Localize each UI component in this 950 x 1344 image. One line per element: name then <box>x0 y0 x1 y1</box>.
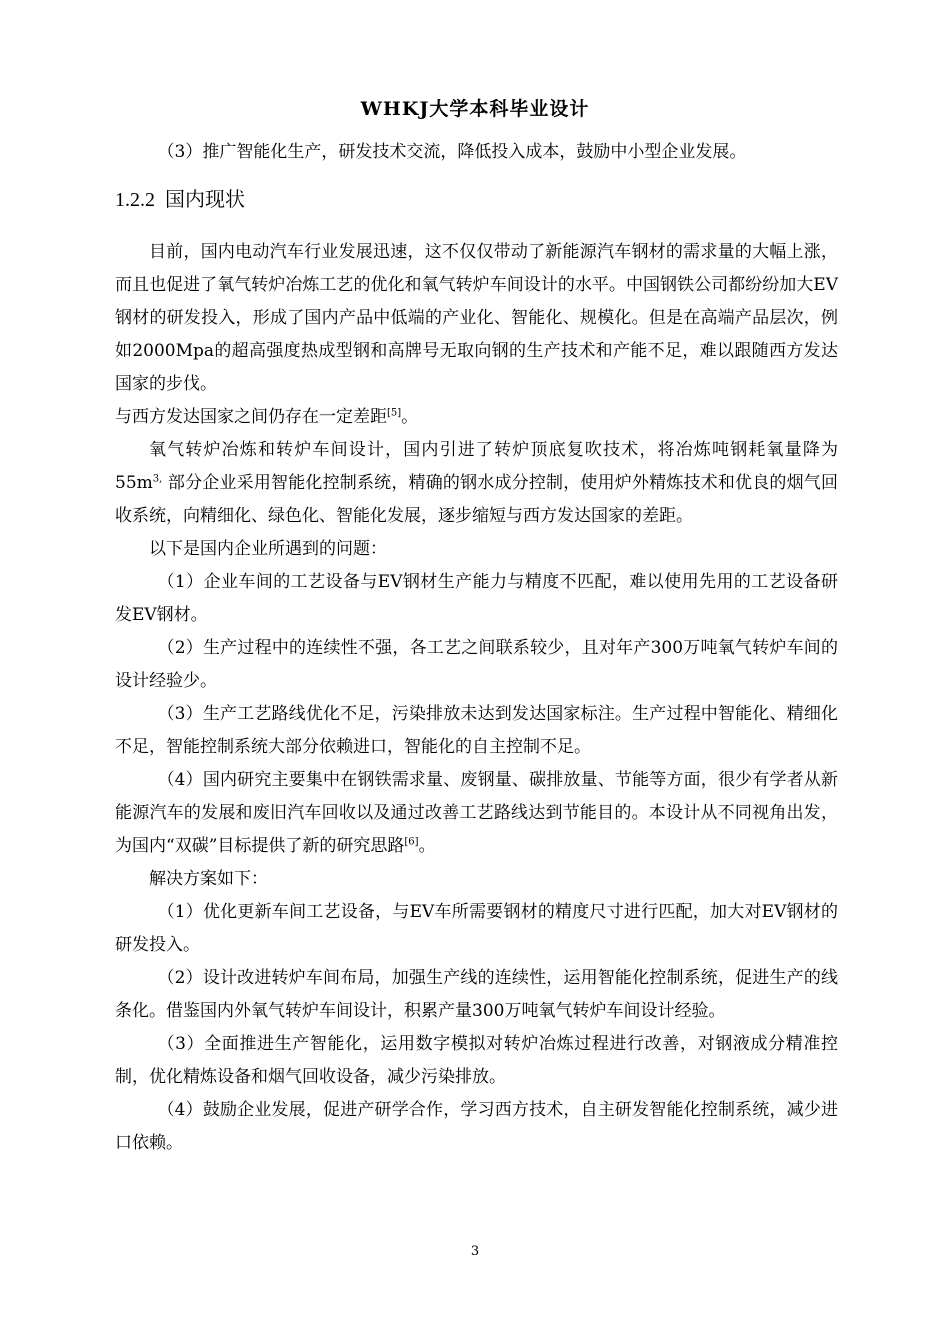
list-item: （1）优化更新车间工艺设备，与EV车所需要钢材的精度尺寸进行匹配，加大对EV钢材的研发投入。 <box>115 902 838 955</box>
citation-ref: [6] <box>404 836 419 848</box>
paragraph-end: 。 <box>418 836 436 856</box>
paragraph: 目前，国内电动汽车行业发展迅速，这不仅仅带动了新能源汽车钢材的需求量的大幅上涨，而且也促进了氧气转炉冶炼工艺的优化和氧气转炉车间设计的水平。中国钢铁公司都纷纷加大EV钢材的研发投入，形成了国内产品中低端的产业化、智能化、规模化。但是在高端产品层次，例如2000Mpa的超高强度热成型钢和高牌号无取向钢的生产技术和产能不足，难以跟随西方发达国家的步伐。 <box>115 242 838 394</box>
paragraph: 解决方案如下： <box>149 869 268 889</box>
paragraph <box>115 434 838 533</box>
list-item: （2）设计改进转炉车间布局，加强生产线的连续性，运用智能化控制系统，促进生产的线条化。借鉴国内外氧气转炉车间设计，积累产量300万吨氧气转炉车间设计经验。 <box>115 968 838 1021</box>
page-number: 3 <box>470 1244 480 1259</box>
paragraph-text: 部分企业采用智能化控制系统，精确的钢水成分控制，使用炉外精炼技术和优良的烟气回收系统，向精细化、绿色化、智能化发展，逐步缩短与西方发达国家的差距。 <box>115 473 838 526</box>
list-item: （1）企业车间的工艺设备与EV钢材生产能力与精度不匹配，难以使用先用的工艺设备研发EV钢材。 <box>115 572 838 625</box>
citation-ref: [5] <box>387 407 402 419</box>
paragraph-end: 。 <box>401 407 419 427</box>
list-item <box>115 764 838 863</box>
paragraph-text: （4）国内研究主要集中在钢铁需求量、废钢量、碳排放量、节能等方面，很少有学者从新能源汽车的发展和废旧汽车回收以及通过改善工艺路线达到节能目的。本设计从不同视角出发，为国内“双碳”目标提供了新的研究思路 <box>115 770 838 856</box>
section-title: 国内现状 <box>165 187 245 211</box>
paragraph-item: （3）推广智能化生产，研发技术交流，降低投入成本，鼓励中小型企业发展。 <box>157 142 747 162</box>
list-item: （4）鼓励企业发展，促进产研学合作，学习西方技术，自主研发智能化控制系统，减少进口依赖。 <box>115 1100 838 1153</box>
page-header: WHKJ大学本科毕业设计 <box>360 98 590 120</box>
list-item: （3）生产工艺路线优化不足，污染排放未达到发达国家标注。生产过程中智能化、精细化不足，智能控制系统大部分依赖进口，智能化的自主控制不足。 <box>115 704 838 757</box>
page-content <box>115 136 838 1160</box>
list-item: （3）全面推进生产智能化，运用数字模拟对转炉冶炼过程进行改善，对钢液成分精准控制，优化精炼设备和烟气回收设备，减少污染排放。 <box>115 1034 838 1087</box>
list-item: （2）生产过程中的连续性不强，各工艺之间联系较少，且对年产300万吨氧气转炉车间的设计经验少。 <box>115 638 838 691</box>
paragraph <box>115 401 838 434</box>
section-number: 1.2.2 <box>115 189 155 211</box>
paragraph-text: 与西方发达国家之间仍存在一定差距 <box>115 407 387 427</box>
paragraph-text: 氧气转炉冶炼和转炉车间设计，国内引进了转炉顶底复吹技术，将冶炼吨钢耗氧量降为55m <box>115 440 838 493</box>
section-heading <box>115 181 838 218</box>
paragraph: 以下是国内企业所遇到的问题： <box>149 539 387 559</box>
superscript-unit: 3, <box>152 473 163 485</box>
